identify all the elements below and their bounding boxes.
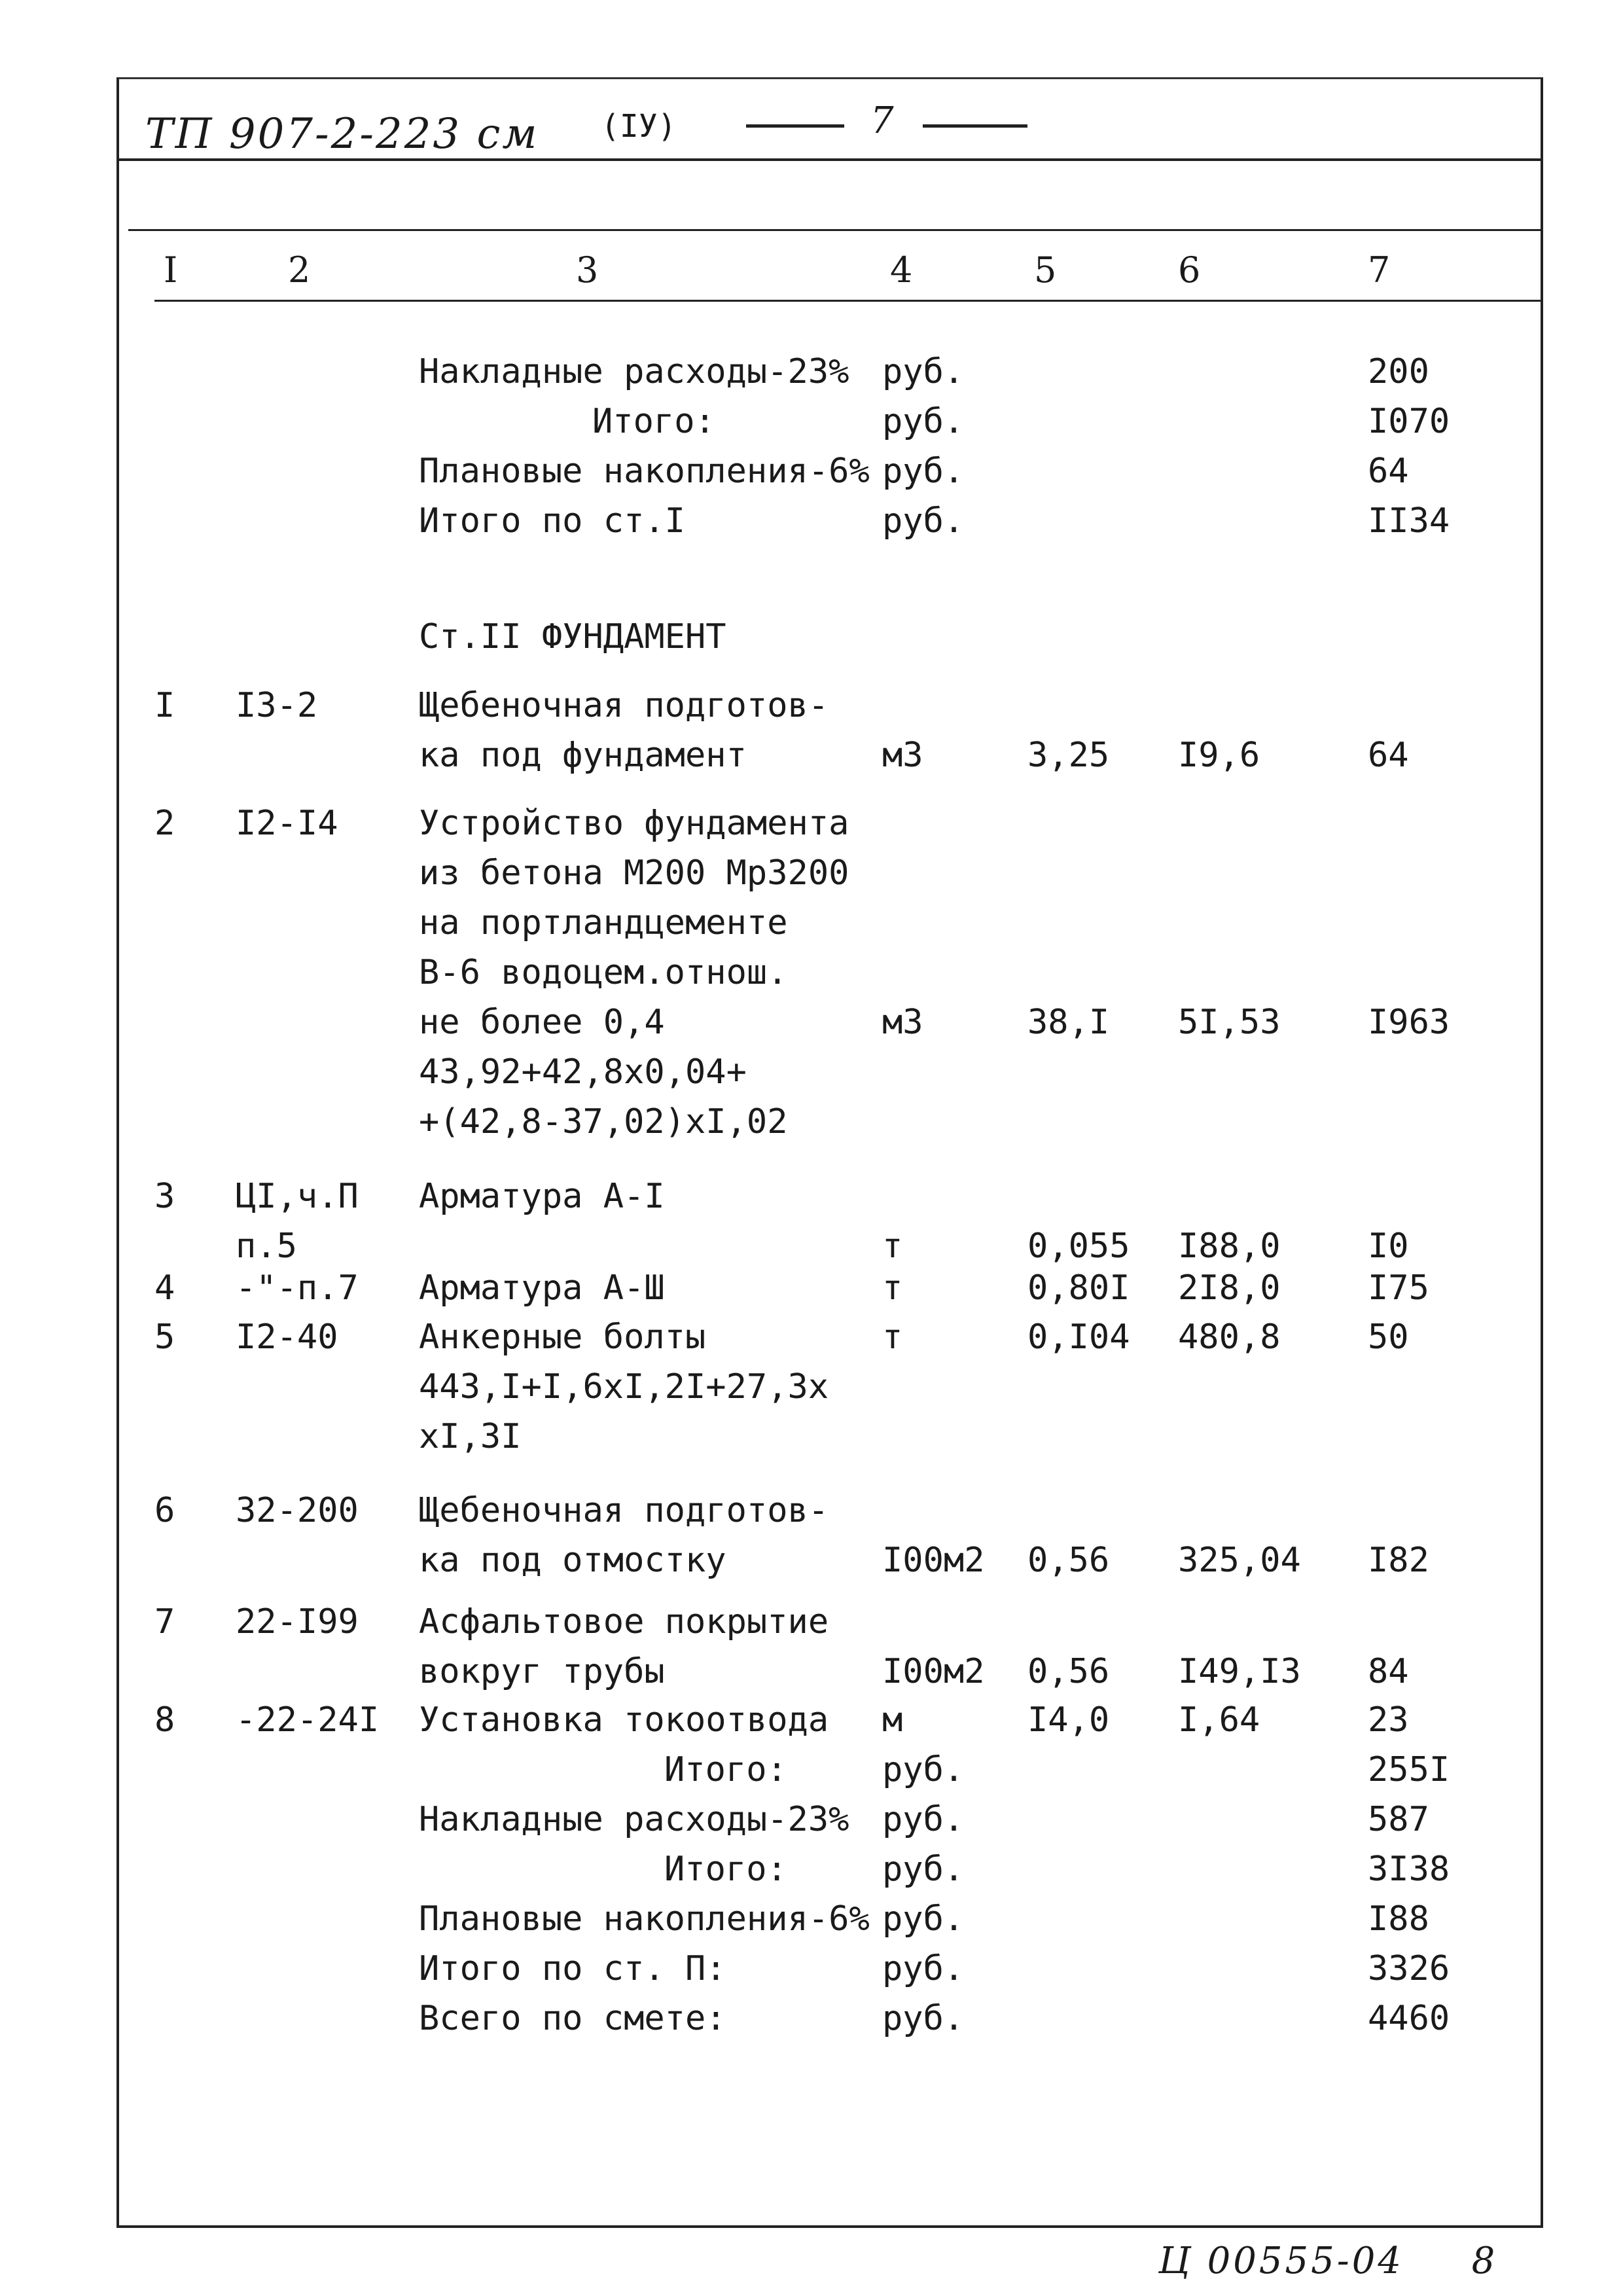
item-total: I0 bbox=[1368, 1227, 1409, 1266]
summary-bottom-row-unit: руб. bbox=[882, 1899, 965, 1939]
item-norm-code: -"-п.7 bbox=[236, 1268, 359, 1308]
summary-bottom-row-unit: руб. bbox=[882, 1800, 965, 1839]
item-unit-price: I88,0 bbox=[1178, 1227, 1281, 1266]
summary-bottom-row-total: 587 bbox=[1368, 1800, 1429, 1839]
summary-bottom-row-label: Итого: bbox=[664, 1750, 787, 1789]
item-number: I bbox=[154, 686, 175, 725]
summary-bottom-row-label: Плановые накопления-6% bbox=[419, 1899, 870, 1939]
item-name-line: из бетона М200 Мр3200 bbox=[419, 853, 849, 893]
item-unit: т bbox=[882, 1227, 903, 1266]
summary-top-row-label: Итого по ст.I bbox=[419, 501, 685, 541]
item-name-line: ка под фундамент bbox=[419, 736, 747, 775]
summary-top-row-label: Накладные расходы-23% bbox=[419, 352, 849, 391]
item-name-line: Щебеночная подготов- bbox=[419, 686, 829, 725]
item-name-line: вокруг трубы bbox=[419, 1652, 665, 1691]
item-unit-price: 5I,53 bbox=[1178, 1003, 1281, 1042]
summary-bottom-row-total: 3326 bbox=[1368, 1949, 1450, 1988]
item-name-line: Устройство фундамента bbox=[419, 804, 849, 843]
item-total: 64 bbox=[1368, 736, 1409, 775]
item-quantity: 3,25 bbox=[1027, 736, 1110, 775]
item-unit-price: I,64 bbox=[1178, 1700, 1260, 1740]
summary-bottom-row-label: Итого: bbox=[664, 1850, 787, 1889]
item-quantity: 0,I04 bbox=[1027, 1318, 1130, 1357]
item-norm-code: I2-I4 bbox=[236, 804, 338, 843]
column-header-1: I bbox=[164, 249, 178, 291]
item-quantity: 0,56 bbox=[1027, 1541, 1110, 1580]
summary-top-row-unit: руб. bbox=[882, 452, 965, 491]
item-quantity: 38,I bbox=[1027, 1003, 1110, 1042]
item-name-line: не более 0,4 bbox=[419, 1003, 665, 1042]
item-unit: м bbox=[882, 1700, 903, 1740]
item-quantity: 0,055 bbox=[1027, 1227, 1130, 1266]
item-unit: т bbox=[882, 1268, 903, 1308]
item-norm-code: I3-2 bbox=[236, 686, 318, 725]
item-total: 23 bbox=[1368, 1700, 1409, 1740]
column-header-6: 6 bbox=[1178, 249, 1201, 291]
item-total: 84 bbox=[1368, 1652, 1409, 1691]
summary-bottom-row-total: 4460 bbox=[1368, 1999, 1450, 2038]
item-name-line: +(42,8-37,02)xI,02 bbox=[419, 1102, 788, 1141]
item-name-line: Арматура А-Ш bbox=[419, 1268, 665, 1308]
item-norm-code: п.5 bbox=[236, 1227, 297, 1266]
table-header-top-rule bbox=[128, 229, 1543, 231]
summary-bottom-row-label: Всего по смете: bbox=[419, 1999, 726, 2038]
column-header-3: 3 bbox=[576, 249, 599, 291]
item-norm-code: 32-200 bbox=[236, 1491, 359, 1530]
summary-bottom-row-unit: руб. bbox=[882, 1999, 965, 2038]
footer-sheet-number: 8 bbox=[1471, 2240, 1498, 2282]
document-series: (IУ) bbox=[601, 108, 677, 145]
item-number: 5 bbox=[154, 1318, 175, 1357]
document-code: ТП 907-2-223 см bbox=[145, 110, 539, 158]
item-name-line: на портландцементе bbox=[419, 903, 788, 942]
page-number-dash-left bbox=[746, 124, 844, 128]
item-name-line: Щебеночная подготов- bbox=[419, 1491, 829, 1530]
item-quantity: I4,0 bbox=[1027, 1700, 1110, 1740]
item-total: I82 bbox=[1368, 1541, 1429, 1580]
page-number-dash-right bbox=[923, 124, 1027, 128]
item-unit: т bbox=[882, 1318, 903, 1357]
item-norm-code: I2-40 bbox=[236, 1318, 338, 1357]
summary-top-row-unit: руб. bbox=[882, 501, 965, 541]
summary-bottom-row-unit: руб. bbox=[882, 1750, 965, 1789]
section-title: Ст.II ФУНДАМЕНТ bbox=[419, 617, 726, 656]
column-header-5: 5 bbox=[1034, 249, 1057, 291]
item-name-line: Асфальтовое покрытие bbox=[419, 1602, 829, 1641]
item-total: I963 bbox=[1368, 1003, 1450, 1042]
item-quantity: 0,80I bbox=[1027, 1268, 1130, 1308]
summary-bottom-row-unit: руб. bbox=[882, 1850, 965, 1889]
summary-top-row-unit: руб. bbox=[882, 352, 965, 391]
item-number: 7 bbox=[154, 1602, 175, 1641]
summary-bottom-row-label: Итого по ст. П: bbox=[419, 1949, 726, 1988]
item-quantity: 0,56 bbox=[1027, 1652, 1110, 1691]
summary-bottom-row-total: 3I38 bbox=[1368, 1850, 1450, 1889]
summary-top-row-total: I070 bbox=[1368, 402, 1450, 441]
item-norm-code: ЦI,ч.П bbox=[236, 1177, 359, 1216]
footer-stamp-code: Ц 00555-04 bbox=[1158, 2240, 1404, 2282]
item-number: 6 bbox=[154, 1491, 175, 1530]
item-number: 3 bbox=[154, 1177, 175, 1216]
item-name-line: В-6 водоцем.отнош. bbox=[419, 953, 788, 992]
summary-bottom-row-label: Накладные расходы-23% bbox=[419, 1800, 849, 1839]
summary-bottom-row-total: 255I bbox=[1368, 1750, 1450, 1789]
item-number: 8 bbox=[154, 1700, 175, 1740]
item-unit: м3 bbox=[882, 736, 923, 775]
summary-bottom-row-unit: руб. bbox=[882, 1949, 965, 1988]
summary-top-row-unit: руб. bbox=[882, 402, 965, 441]
item-total: 50 bbox=[1368, 1318, 1409, 1357]
item-name-line: 443,I+I,6xI,2I+27,3x bbox=[419, 1367, 829, 1407]
item-unit-price: I49,I3 bbox=[1178, 1652, 1301, 1691]
item-name-line: Установка токоотвода bbox=[419, 1700, 829, 1740]
item-unit-price: 2I8,0 bbox=[1178, 1268, 1281, 1308]
column-header-4: 4 bbox=[890, 249, 913, 291]
item-total: I75 bbox=[1368, 1268, 1429, 1308]
column-header-2: 2 bbox=[288, 249, 311, 291]
page-number: 7 bbox=[870, 99, 894, 142]
item-name-line: ка под отмостку bbox=[419, 1541, 726, 1580]
item-number: 2 bbox=[154, 804, 175, 843]
item-unit: м3 bbox=[882, 1003, 923, 1042]
summary-top-row-label: Плановые накопления-6% bbox=[419, 452, 870, 491]
item-unit-price: 480,8 bbox=[1178, 1318, 1281, 1357]
item-number: 4 bbox=[154, 1268, 175, 1308]
item-unit-price: I9,6 bbox=[1178, 736, 1260, 775]
summary-top-row-total: 200 bbox=[1368, 352, 1429, 391]
column-header-7: 7 bbox=[1368, 249, 1391, 291]
item-name-line: xI,3I bbox=[419, 1417, 522, 1456]
item-norm-code: 22-I99 bbox=[236, 1602, 359, 1641]
summary-top-row-total: II34 bbox=[1368, 501, 1450, 541]
item-name-line: Анкерные болты bbox=[419, 1318, 706, 1357]
item-name-line: 43,92+42,8x0,04+ bbox=[419, 1052, 747, 1092]
item-name-line: Арматура А-I bbox=[419, 1177, 665, 1216]
summary-top-row-label: Итого: bbox=[592, 402, 715, 441]
item-unit: I00м2 bbox=[882, 1541, 985, 1580]
summary-top-row-total: 64 bbox=[1368, 452, 1409, 491]
summary-bottom-row-total: I88 bbox=[1368, 1899, 1429, 1939]
item-norm-code: -22-24I bbox=[236, 1700, 380, 1740]
footer-stamp bbox=[1158, 2238, 1497, 2284]
item-unit: I00м2 bbox=[882, 1652, 985, 1691]
item-unit-price: 325,04 bbox=[1178, 1541, 1301, 1580]
table-header-bottom-rule bbox=[154, 300, 1543, 302]
